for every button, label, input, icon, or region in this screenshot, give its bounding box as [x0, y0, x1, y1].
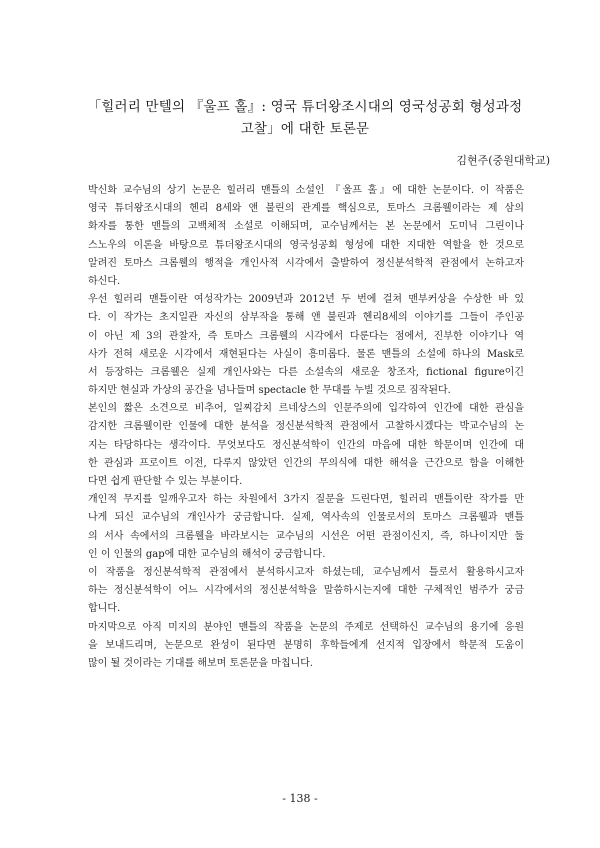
text-line: 사가 전혀 새로운 시각에서 재현된다는 사실이 흥미롭다. 물론 맨틀의 소설에 하나의 Mask로: [88, 348, 524, 360]
text-line: 인 이 인물의 gap에 대한 교수님의 해석이 궁금합니다.: [88, 548, 326, 560]
text-line: 개인적 무지를 일깨우고자 하는 차원에서 3가지 질문을 드린다면, 힐러리 맨틀이란 작가를 만: [88, 494, 524, 506]
paragraph: [88, 291, 524, 400]
text-line: 알려진 토마스 크롬웰의 행적을 개인사적 시각에서 출발하여 정신분석학적 관점에서 논하고자: [88, 257, 524, 269]
text-line: 스노우의 이론을 바탕으로 튜더왕조시대의 영국성공회 형성에 대한 지대한 역할을 한 것으로: [88, 239, 524, 251]
text-line: 합니다.: [88, 603, 121, 615]
body-text: [88, 182, 524, 673]
text-line: 한 관심과 프로이트 이전, 다루지 않았던 인간의 무의식에 대한 해석을 근간으로 함을 이해한: [88, 457, 524, 469]
paragraph: [88, 491, 524, 564]
text-line: 이 아닌 제 3의 관찰자, 즉 토마스 크롬웰의 시각에서 다룬다는 점에서, 진부한 이야기나 역: [88, 330, 524, 342]
text-line: 본인의 짧은 소견으로 비추어, 일찌감치 르네상스의 인문주의에 입각하여 인간에 대한 관심을: [88, 403, 524, 415]
text-line: 하신다.: [88, 275, 121, 287]
text-line: 의 서사 속에서의 크롬웰을 바라보시는 교수님의 시선은 어떤 관점이신지, 즉, 하나이지만 둘: [88, 530, 524, 542]
paragraph: [88, 182, 524, 291]
text-line: 하지만 현실과 가상의 공간을 넘나들며 spectacle 한 무대를 누빌 것으로 짐작된다.: [88, 385, 451, 397]
paragraph: [88, 619, 524, 674]
text-line: 우선 힐러리 맨틀이란 여성작가는 2009년과 2012년 두 번에 걸쳐 맨부커상을 수상한 바 있: [88, 294, 524, 306]
text-line: 많이 될 것이라는 기대를 해보며 토론문을 마칩니다.: [88, 657, 314, 669]
text-line: 지는 타당하다는 생각이다. 무엇보다도 정신분석학이 인간의 마음에 대한 학문이며 인간에 대: [88, 439, 524, 451]
text-line: 감지한 크롬웰이란 인물에 대한 분석을 정신분석학적 관점에서 고찰하시겠다는 박교수님의 논: [88, 421, 524, 433]
text-line: 하는 정신분석학이 어느 시각에서의 정신분석학을 말씀하시는지에 대한 구체적인 범주가 궁금: [88, 585, 524, 597]
text-line: 나게 되신 교수님의 개인사가 궁금합니다. 실제, 역사속의 인물로서의 토마스 크롬웰과 맨틀: [88, 512, 524, 524]
document-title: [60, 96, 550, 140]
text-line: 서 등장하는 크롬웰은 실제 개인사와는 다른 소설속의 새로운 창조자, fictional figure이긴: [88, 366, 524, 378]
text-line: 다. 이 작가는 초지일관 자신의 삼부작을 통해 앤 불린과 헨리8세의 이야기를 그들이 주인공: [88, 312, 524, 324]
paragraph: [88, 400, 524, 491]
text-line: 화자를 통한 맨틀의 고백체적 소설로 이해되며, 교수님께서는 본 논문에서 도미닉 그린이나: [88, 221, 524, 233]
text-line: 박신화 교수님의 상기 논문은 힐러리 맨틀의 소설인 『울프 홀』에 대한 논문이다. 이 작품은: [88, 185, 524, 196]
text-line: 다면 쉽게 판단할 수 있는 부분이다.: [88, 476, 243, 487]
author-affiliation: 김현주(중원대학교): [456, 154, 550, 167]
title-line-1: 「힐러리 만텔의 『울프 홀』: 영국 튜더왕조시대의 영국성공회 형성과정: [87, 99, 523, 115]
text-line: 이 작품을 정신분석학적 관점에서 분석하시고자 하셨는데, 교수님께서 틀로서 활용하시고자: [88, 566, 524, 578]
text-line: 을 보내드리며, 논문으로 완성이 된다면 분명히 후학들에게 선지적 입장에서 학문적 도움이: [88, 639, 524, 651]
paragraph: [88, 564, 524, 619]
text-line: 영국 튜더왕조시대의 헨리 8세와 앤 불린의 관계를 핵심으로, 토마스 크롬웰이라는 제 삼의: [88, 203, 524, 215]
text-line: 마지막으로 아직 미지의 분야인 맨틀의 작품을 논문의 주제로 선택하신 교수님의 용기에 응원: [88, 621, 524, 633]
title-line-2: 고찰」에 대한 토론문: [240, 121, 370, 137]
page-number: - 138 -: [282, 792, 318, 805]
